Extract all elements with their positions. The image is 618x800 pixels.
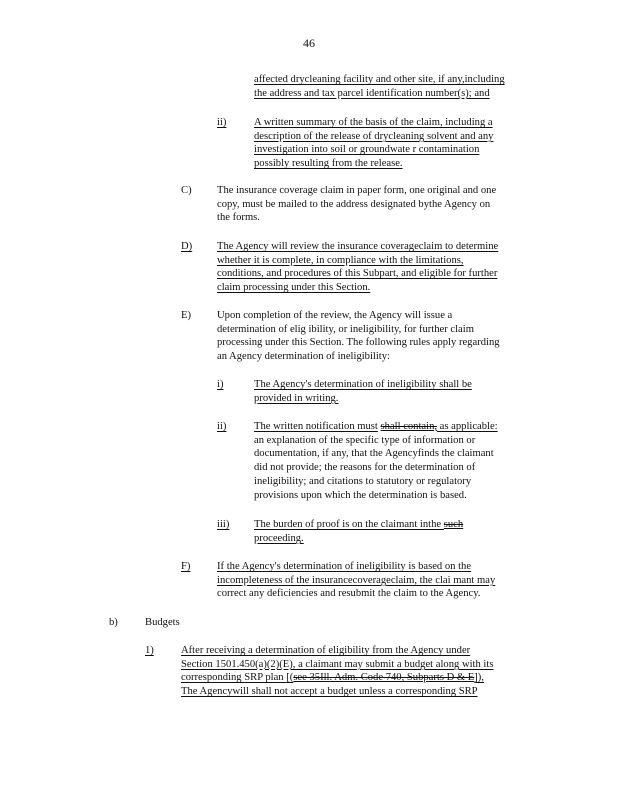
- text-line: correct any deficiencies and resubmit the claim to the Agency.: [217, 588, 481, 600]
- section-heading-budgets: Budgets: [145, 617, 180, 628]
- text-line: Upon completion of the review, the Agency will issue a: [217, 310, 453, 321]
- item-f-text: [217, 560, 539, 601]
- text-line: processing under this Section. The following rules apply regarding: [217, 337, 500, 349]
- text-line: [254, 420, 536, 434]
- text-line: proceeding.: [254, 532, 304, 544]
- text-line: The Agency will review the insurance coverageclaim to determine: [217, 241, 499, 252]
- text-span: The written notification: [254, 421, 358, 432]
- item-c-text: [217, 184, 535, 225]
- text-span: as applicable:: [437, 421, 498, 432]
- item-d-text: [217, 240, 537, 295]
- text-line: the forms.: [217, 212, 260, 224]
- text-line: claim processing under this Section.: [217, 282, 371, 294]
- text-line: provided in writing.: [254, 392, 339, 404]
- struck-text: shall contain,: [380, 421, 438, 432]
- text-line: incompleteness of the insurancecoverageclaim, the clai mant may: [217, 574, 496, 586]
- text-line: If the Agency's determination of ineligibility is based on the: [217, 561, 472, 572]
- item-marker-ii: ii): [217, 117, 227, 128]
- item-marker-d: D): [181, 241, 193, 252]
- section-marker-b: b): [109, 617, 118, 628]
- item-e-iii-text: [254, 518, 506, 545]
- text-line: affected drycleaning facility and other site, if any,including: [254, 74, 505, 85]
- page-number: 46: [303, 36, 315, 50]
- text-line: an explanation of the specific type of information or: [254, 434, 476, 446]
- text-line: copy, must be mailed to the address designated bythe Agency on: [217, 198, 491, 210]
- item-marker-e-ii: ii): [217, 421, 227, 432]
- item-marker-f: F): [181, 561, 191, 572]
- struck-text: see 35Ill. Adm. Code 740, Subparts D & E: [293, 672, 475, 684]
- item-marker-c: C): [181, 185, 192, 196]
- text-line: an Agency determination of ineligibility:: [217, 351, 390, 363]
- text-line: possibly resulting from the release.: [254, 158, 403, 170]
- item-marker-e-i: i): [217, 379, 224, 390]
- continued-item-text: [254, 73, 524, 100]
- text-line: [181, 671, 539, 685]
- item-e-ii-text: [254, 420, 536, 502]
- text-span: ]),: [474, 672, 484, 684]
- text-line: Section 1501.450(a)(2)(E), a claimant may submit a budget along with its: [181, 658, 494, 670]
- text-line: conditions, and procedures of this Subpart, and eligible for further: [217, 268, 498, 280]
- text-line: whether it is complete, in compliance with the limitations,: [217, 254, 464, 266]
- text-line: ineligibility; and citations to statutory or regulatory: [254, 475, 472, 487]
- text-line: provisions upon which the determination is based.: [254, 489, 467, 501]
- text-line: the address and tax parcel identification number(s); and: [254, 87, 490, 99]
- text-line: After receiving a determination of eligibility from the Agency under: [181, 645, 471, 656]
- text-line: did not provide; the reasons for the determination of: [254, 462, 476, 474]
- struck-text: such: [443, 519, 464, 530]
- text-line: The insurance coverage claim in paper form, one original and one: [217, 185, 497, 196]
- text-span: corresponding SRP plan [(: [181, 672, 294, 684]
- text-span: The burden of proof is on the claimant inthe: [254, 519, 444, 530]
- text-line: determination of elig ibility, or ineligibility, for further claim: [217, 323, 474, 335]
- text-line: The Agency's determination of ineligibility shall be: [254, 379, 472, 390]
- text-line: [254, 518, 506, 532]
- item-ii-summary-text: [254, 116, 526, 171]
- text-line: documentation, if any, that the Agencyfinds the claimant: [254, 448, 494, 460]
- item-marker-e-iii: iii): [217, 519, 230, 530]
- text-line: description of the release of drycleaning solvent and any: [254, 130, 494, 142]
- item-e-text: [217, 309, 537, 364]
- inserted-word: must: [357, 421, 378, 432]
- item-marker-b-1: 1): [145, 645, 154, 656]
- item-e-i-text: [254, 378, 506, 405]
- text-line: investigation into soil or groundwate r contamination: [254, 144, 480, 156]
- text-line: The Agencywill shall not accept a budget unless a corresponding SRP: [181, 686, 478, 698]
- item-marker-e: E): [181, 310, 191, 321]
- item-b-1-text: [181, 644, 539, 699]
- text-line: A written summary of the basis of the claim, including a: [254, 117, 493, 128]
